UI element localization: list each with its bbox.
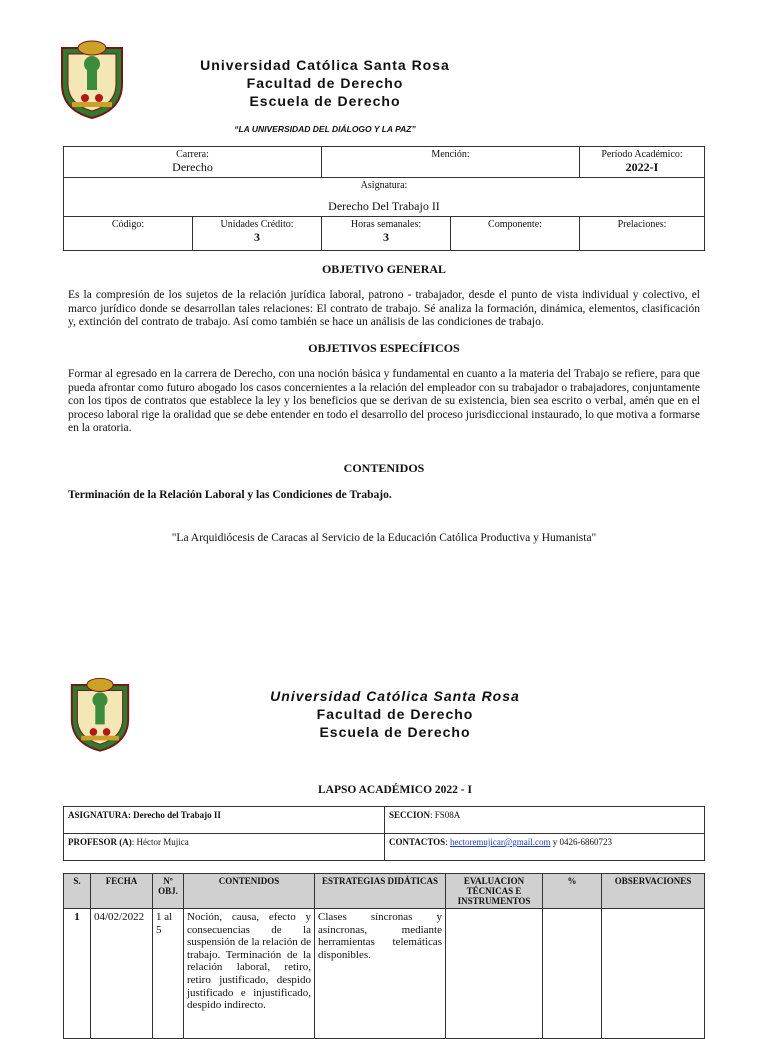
unidades-label: Unidades Crédito: (220, 219, 294, 230)
unidades-value: 3 (254, 230, 260, 244)
school-name: Escuela de Derecho (249, 93, 401, 109)
carrera-label: Carrera: (176, 149, 209, 160)
header-contenidos: CONTENIDOS (184, 874, 315, 909)
row-pct (543, 909, 602, 1039)
row-estrategias: Clases síncronas y asíncronas, mediante herramientas telemáticas disponibles. (315, 909, 446, 1039)
university-name: Universidad Católica Santa Rosa (270, 688, 520, 704)
carrera-value: Derecho (172, 160, 213, 174)
header-obj: Nº OBJ. (153, 874, 184, 909)
university-motto: “LA UNIVERSIDAD DEL DIÁLOGO Y LA PAZ” (234, 124, 416, 134)
header-evaluacion: EVALUACION TÉCNICAS E INSTRUMENTOS (446, 874, 543, 909)
seccion-label: SECCION (389, 810, 431, 820)
row-s: 1 (64, 909, 91, 1039)
page1-header (150, 56, 500, 110)
periodo-value: 2022-I (625, 160, 659, 174)
header-observaciones: OBSERVACIONES (602, 874, 705, 909)
mencion-label: Mención: (431, 149, 470, 160)
course-meta-table (63, 806, 705, 861)
row-obj: 1 al 5 (153, 909, 184, 1039)
school-name: Escuela de Derecho (319, 724, 471, 740)
periodo-label: Período Académico: (601, 149, 683, 160)
asignatura-label: Asignatura: (360, 180, 408, 191)
header-pct: % (543, 874, 602, 909)
profesor-value: : Héctor Mujica (131, 837, 189, 847)
row-contenidos: Noción, causa, efecto y consecuencias de la suspensión de la relación de trabajo. Terminación de la relación laboral, retiro, retiro justificado, despido justificado e injustificado, despido indirecto. (184, 909, 315, 1039)
faculty-name: Facultad de Derecho (316, 706, 474, 722)
header-fecha: FECHA (91, 874, 153, 909)
university-name: Universidad Católica Santa Rosa (200, 57, 450, 73)
university-seal (58, 40, 126, 120)
row-observaciones (602, 909, 705, 1039)
prelaciones-label: Prelaciones: (617, 219, 667, 230)
lapso-academico: LAPSO ACADÉMICO 2022 - I (318, 784, 472, 796)
componente-label: Componente: (488, 219, 542, 230)
university-seal (68, 676, 132, 754)
contactos-phone: y 0426-6860723 (550, 837, 612, 847)
row-fecha: 04/02/2022 (91, 909, 153, 1039)
objetivos-especificos-title: OBJETIVOS ESPECÍFICOS (308, 341, 460, 355)
horas-label: Horas semanales: (350, 219, 422, 230)
objetivos-especificos-text: Formar al egresado en la carrera de Derecho, con una noción básica y fundamental en cuanto a la materia del Trabajo se refiere, para que pueda afrontar como futuro abogado los casos concernientes a la relación del empleador con su trabajador o trabajadores, conjuntamente con los tipos de contratos que establece la ley y los beneficios que se derivan de su existencia, bien sea escrito o verbal, amén que en el proceso laboral rige la oralidad que se debe entender en todo el desarrollo del proceso jurisdiccional instaurado, lo que motiva a formarse en la oratoria. (68, 368, 700, 435)
course-info-table (63, 146, 705, 251)
asignatura-value: Derecho Del Trabajo II (328, 199, 440, 213)
profesor-label: PROFESOR (A) (68, 837, 132, 847)
header-estrategias: ESTRATEGIAS DIDÁTICAS (315, 874, 446, 909)
header-s: S. (64, 874, 91, 909)
contenidos-title: CONTENIDOS (343, 461, 425, 475)
seccion-value: : FS08A (430, 810, 461, 820)
table-row (64, 909, 705, 1039)
footer-quote: "La Arquidiócesis de Caracas al Servicio de la Educación Católica Productiva y Humanista" (171, 532, 597, 544)
row-evaluacion (446, 909, 543, 1039)
asignatura-label: ASIGNATURA: Derecho del Trabajo II (68, 810, 221, 820)
horas-value: 3 (383, 230, 389, 244)
page2-header (210, 687, 580, 741)
codigo-label: Código: (111, 219, 145, 230)
objetivo-general-text: Es la compresión de los sujetos de la relación jurídica laboral, patrono - trabajador, desde el punto de vista individual y colectivo, el marco jurídico donde se desarrollan tales relaciones: El contrato de trabajo. Sé analiza la formación, dinámica, elementos, clasificación y, extinción del contrato de trabajo. Así como también se hace un análisis de las condiciones de trabajo. (68, 289, 700, 329)
contactos-label: CONTACTOS (389, 837, 446, 847)
objetivo-general-title: OBJETIVO GENERAL (321, 262, 447, 276)
contactos-sep: : (445, 837, 450, 847)
contenidos-text: Terminación de la Relación Laboral y las Condiciones de Trabajo. (68, 489, 392, 501)
contact-email-link[interactable]: hectoremujicar@gmail.com (449, 837, 551, 847)
plan-table (63, 873, 705, 1039)
faculty-name: Facultad de Derecho (246, 75, 404, 91)
